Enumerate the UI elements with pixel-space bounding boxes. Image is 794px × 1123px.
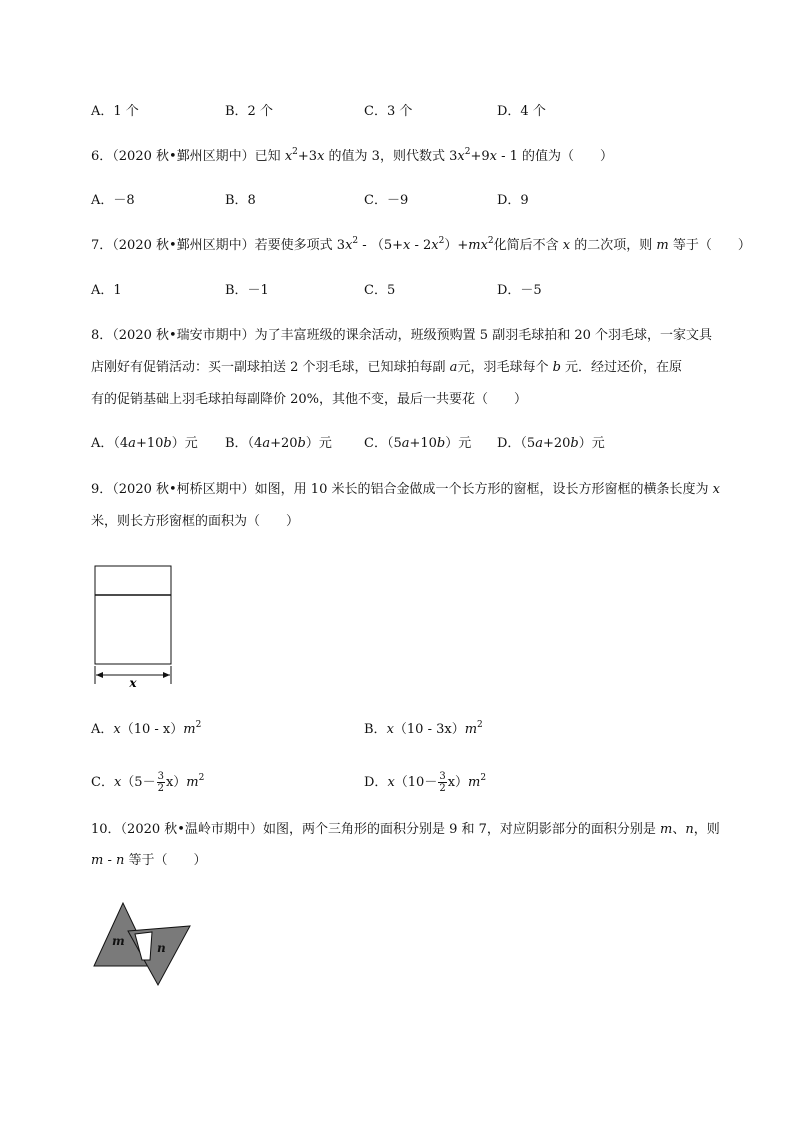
q9-option-a: A．$x(10 - x)m^2$ xyxy=(91,720,202,737)
q8-stem-line3: 有的促销基础上羽毛球拍每副降价 20%，其他不变，最后一共要花（ ） xyxy=(91,392,528,407)
q5-option-b: B．2 个 xyxy=(225,104,273,119)
q9-source: （2020 秋•柯桥区期中） xyxy=(112,482,255,497)
q9-stem-line1: 9．（2020 秋•柯桥区期中）如图，用 10 米长的铝合金做成一个长方形的窗框，设长方形窗框的横条长度为 x xyxy=(91,482,720,497)
q5-option-c: C．3 个 xyxy=(364,104,413,119)
q8-stem-line2: 店刚好有促销活动：买一副球拍送 2 个羽毛球，已知球拍每副 a元，羽毛球每个 b 元．经过还价，在原 xyxy=(91,360,683,375)
window-frame-outer xyxy=(95,566,171,664)
dimension-arrow-left xyxy=(96,672,103,678)
q10-stem-line2: m - n 等于（ ） xyxy=(91,853,207,868)
q5-option-d: D．4 个 xyxy=(497,104,546,119)
q7-option-d: D．－5 xyxy=(497,283,542,298)
q6-option-c: C．－9 xyxy=(364,193,409,208)
q9-window-frame-figure xyxy=(88,560,178,690)
dimension-arrow-right xyxy=(163,672,170,678)
q5-option-a: A．1 个 xyxy=(91,104,139,119)
q9-option-c: C．x（5－ $\frac{3}{2}$ $x)m^2$ xyxy=(91,771,205,794)
q10-number: 10． xyxy=(91,822,121,837)
q8-option-d: D．（5a+20b）元 xyxy=(497,436,605,451)
q7-number: 7． xyxy=(91,238,113,253)
q6-number: 6． xyxy=(91,149,113,164)
q9-number: 9． xyxy=(91,482,113,497)
q8-number: 8． xyxy=(91,328,113,343)
q8-option-b: B．（4a+20b）元 xyxy=(225,436,332,451)
q9-option-b: B．$x(10 - 3x)m^2$ xyxy=(364,720,483,737)
q9-stem-line2: 米，则长方形窗框的面积为（ ） xyxy=(91,514,300,529)
q6-option-b: B．8 xyxy=(225,193,256,208)
q8-stem-line1: 8．（2020 秋•瑞安市期中）为了丰富班级的课余活动，班级预购置 5 副羽毛球拍和 20 个羽毛球，一家文具 xyxy=(91,328,713,343)
fraction-three-halves: $\frac{3}{2}$ xyxy=(157,771,164,794)
q10-overlapping-triangles-figure xyxy=(90,900,200,990)
q9-option-d: D．x（10－ $\frac{3}{2}$ $x)m^2$ xyxy=(364,771,487,794)
q7-source: （2020 秋•鄞州区期中） xyxy=(112,238,255,253)
q8-option-a: A．（4a+10b）元 xyxy=(91,436,198,451)
fraction-three-halves: $\frac{3}{2}$ xyxy=(439,771,446,794)
q6-stem: 6．（2020 秋•鄞州区期中）已知 $x^2+3x$ 的值为 3，则代数式 $3x^2+9x - 1$ 的值为（ ） xyxy=(91,147,614,164)
q7-option-b: B．－1 xyxy=(225,283,269,298)
dimension-label-x: x xyxy=(129,676,137,690)
q6-option-d: D．9 xyxy=(497,193,529,208)
q7-option-c: C．5 xyxy=(364,283,396,298)
q8-option-c: C．（5a+10b）元 xyxy=(364,436,472,451)
q10-source: （2020 秋•温岭市期中） xyxy=(120,822,263,837)
q8-source: （2020 秋•瑞安市期中） xyxy=(112,328,255,343)
q10-stem-line1: 10．（2020 秋•温岭市期中）如图，两个三角形的面积分别是 9 和 7，对应阴影部分的面积分别是 m、n，则 xyxy=(91,822,720,837)
q7-stem: 7．（2020 秋•鄞州区期中）若要使多项式 $3x^2 - (5+x - 2x^2)+mx^2$化简后不含 x 的二次项，则 m 等于（ ） xyxy=(91,236,751,253)
label-m: m xyxy=(112,934,125,948)
q6-option-a: A．－8 xyxy=(91,193,135,208)
label-n: n xyxy=(157,941,166,955)
q6-source: （2020 秋•鄞州区期中） xyxy=(112,149,255,164)
q7-option-a: A．1 xyxy=(91,283,122,298)
